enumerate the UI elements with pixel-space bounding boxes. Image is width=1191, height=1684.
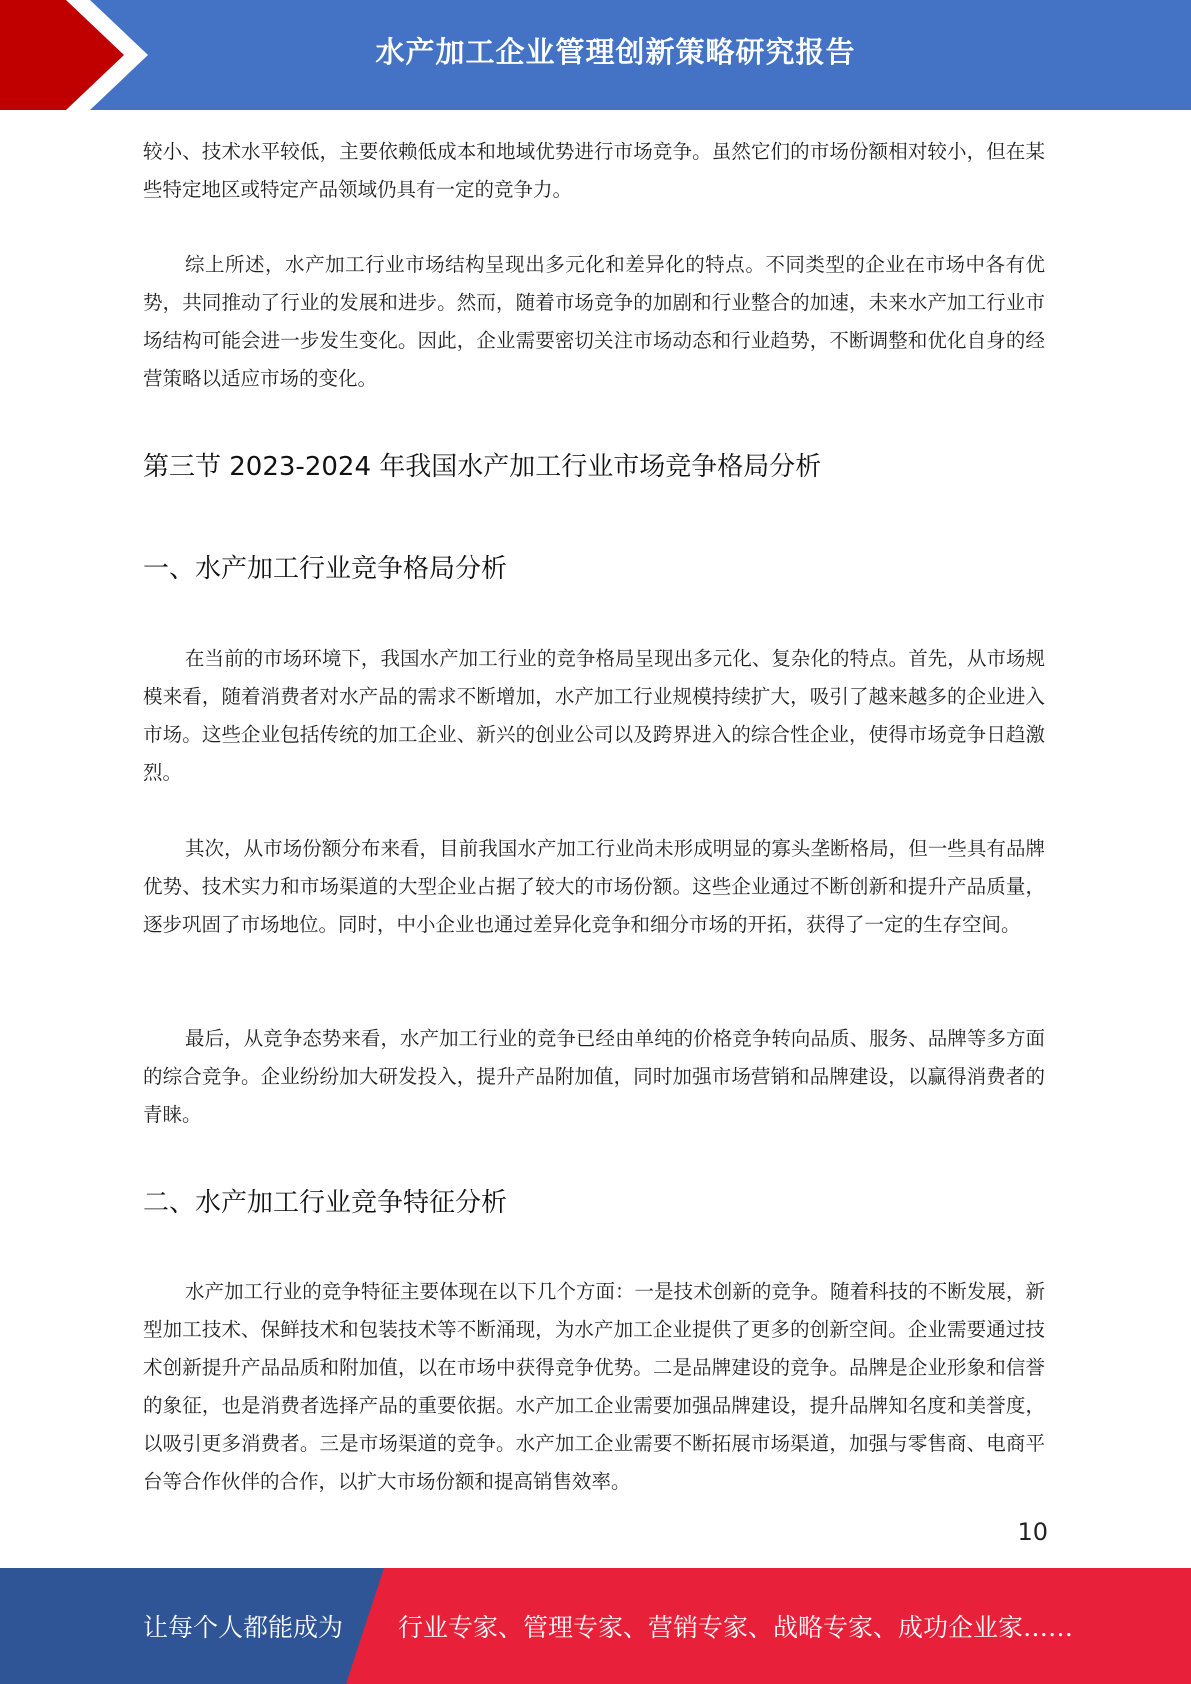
- page-number: 10: [1017, 1518, 1048, 1546]
- section-heading: 第三节 2023-2024 年我国水产加工行业市场竞争格局分析: [143, 452, 822, 482]
- report-title: 水产加工企业管理创新策略研究报告: [375, 34, 856, 69]
- page-footer: [0, 1568, 1191, 1684]
- paragraph-competition-2: 其次，从市场份额分布来看，目前我国水产加工行业尚未形成明显的寡头垄断格局，但一些具有品牌优势、技术实力和市场渠道的大型企业占据了较大的市场份额。这些企业通过不断创新和提升产品质量，逐步巩固了市场地位。同时，中小企业也通过差异化竞争和细分市场的开拓，获得了一定的生存空间。: [143, 837, 1045, 936]
- paragraph-features: 水产加工行业的竞争特征主要体现在以下几个方面：一是技术创新的竞争。随着科技的不断发展，新型加工技术、保鲜技术和包装技术等不断涌现，为水产加工企业提供了更多的创新空间。企业需要通过技术创新提升产品品质和附加值，以在市场中获得竞争优势。二是品牌建设的竞争。品牌是企业形象和信誉的象征，也是消费者选择产品的重要依据。水产加工企业需要加强品牌建设，提升品牌知名度和美誉度，以吸引更多消费者。三是市场渠道的竞争。水产加工企业需要不断拓展市场渠道，加强与零售商、电商平台等合作伙伴的合作，以扩大市场份额和提高销售效率。: [143, 1280, 1045, 1493]
- paragraph-continued: 较小、技术水平较低，主要依赖低成本和地域优势进行市场竞争。虽然它们的市场份额相对较小，但在某些特定地区或特定产品领域仍具有一定的竞争力。: [143, 140, 1045, 201]
- page-header: [0, 0, 1191, 110]
- subsection-heading-2: 二、水产加工行业竞争特征分析: [143, 1188, 508, 1218]
- footer-slogan-left: 让每个人都能成为: [143, 1613, 344, 1642]
- paragraph-summary: 综上所述，水产加工行业市场结构呈现出多元化和差异化的特点。不同类型的企业在市场中各有优势，共同推动了行业的发展和进步。然而，随着市场竞争的加剧和行业整合的加速，未来水产加工行业市场结构可能会进一步发生变化。因此，企业需要密切关注市场动态和行业趋势，不断调整和优化自身的经营策略以适应市场的变化。: [143, 253, 1045, 390]
- paragraph-competition-3: 最后，从竞争态势来看，水产加工行业的竞争已经由单纯的价格竞争转向品质、服务、品牌等多方面的综合竞争。企业纷纷加大研发投入，提升产品附加值，同时加强市场营销和品牌建设，以赢得消费者的青睐。: [143, 1027, 1045, 1126]
- paragraph-competition-1: 在当前的市场环境下，我国水产加工行业的竞争格局呈现出多元化、复杂化的特点。首先，从市场规模来看，随着消费者对水产品的需求不断增加，水产加工行业规模持续扩大，吸引了越来越多的企业进入市场。这些企业包括传统的加工企业、新兴的创业公司以及跨界进入的综合性企业，使得市场竞争日趋激烈。: [143, 647, 1045, 784]
- footer-slogan-right: 行业专家、管理专家、营销专家、战略专家、成功企业家……: [398, 1613, 1074, 1642]
- subsection-heading-1: 一、水产加工行业竞争格局分析: [143, 554, 508, 584]
